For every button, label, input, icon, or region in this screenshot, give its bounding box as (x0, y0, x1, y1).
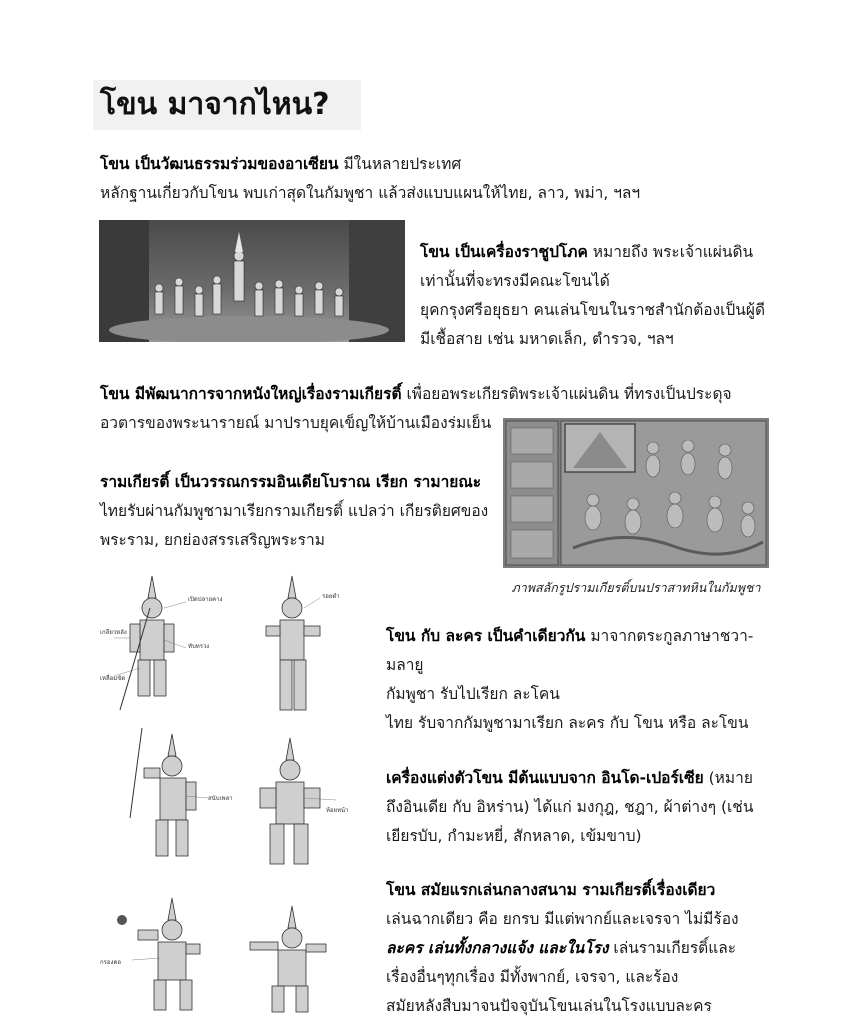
costume-line3: เยียรบับ, กำมะหยี่, สักหลาด, เข้มขาบ) (386, 827, 642, 845)
costume-label-8: กรองคอ (100, 959, 122, 966)
evolution-rest: เพื่อยอพระเกียรติพระเจ้าแผ่นดิน ที่ทรงเป็นประดุจ (401, 385, 732, 403)
royal-bold: โขน เป็นเครื่องราชูปโภค (420, 243, 588, 261)
early-bold-italic: ละคร เล่นทั้งกลางแจ้ง และในโรง (386, 939, 609, 957)
costume-label-7: ห้อยหน้า (326, 807, 349, 814)
lakhon-paragraph (386, 622, 753, 738)
khon-performance-photo (99, 220, 405, 342)
intro-bold: โขน เป็นวัฒนธรรมร่วมของอาเซียน (100, 155, 339, 173)
page-title: โขน มาจากไหน? (93, 80, 361, 130)
costume-rest: (หมาย (703, 769, 753, 787)
lakhon-rest: มาจากตระกูลภาษาชวา- (585, 627, 754, 645)
royal-line3: ยุคกรุงศรีอยุธยา คนเล่นโขนในราชสำนักต้องเป็นผู้ดี (420, 301, 766, 319)
costume-bold: เครื่องแต่งตัวโขน มีต้นแบบจาก อินโด-เปอร์เซีย (386, 769, 704, 787)
intro-rest: มีในหลายประเทศ (338, 155, 462, 173)
ramakien-line2: ไทยรับผ่านกัมพูชามาเรียกรามเกียรติ์ แปลว่า เกียรติยศของ (100, 502, 489, 520)
lakhon-line3: กัมพูชา รับไปเรียก ละโคน (386, 685, 560, 703)
ramakien-bold: รามเกียรติ์ เป็นวรรณกรรมอินเดียโบราณ เรียก รามายณะ (100, 473, 482, 491)
costume-label-2: เกลียวหลัง (100, 629, 127, 636)
costume-label-1: เปิดปลายคาง (188, 596, 223, 603)
early-line2: เล่นฉากเดียว คือ ยกรบ มีแต่พากย์และเจรจา ไม่มีร้อง (386, 910, 739, 928)
costume-paragraph (386, 764, 753, 851)
early-bold: โขน สมัยแรกเล่นกลางสนาม รามเกียรติ์เรื่องเดียว (386, 881, 716, 899)
ramakien-line3: พระราม, ยกย่องสรรเสริญพระราม (100, 531, 325, 549)
royal-paragraph (420, 238, 765, 354)
costume-line2: ถึงอินเดีย กับ อิหร่าน) ได้แก่ มงกุฎ, ชฎา, ผ้าต่างๆ (เช่น (386, 798, 754, 816)
relief-carving-photo (503, 418, 769, 568)
intro-paragraph (100, 150, 640, 208)
royal-rest: หมายถึง พระเจ้าแผ่นดิน (587, 243, 754, 261)
evolution-line2: อวตารของพระนารายณ์ มาปราบยุคเข็ญให้บ้านเมืองร่มเย็น (100, 414, 492, 432)
lakhon-bold: โขน กับ ละคร เป็นคำเดียวกัน (386, 627, 586, 645)
ramakien-paragraph (100, 468, 488, 555)
evolution-bold: โขน มีพัฒนาการจากหนังใหญ่เรื่องรามเกียรติ์ (100, 385, 402, 403)
costume-label-4: เหลื่อมขัด (100, 675, 126, 682)
lakhon-line2: มลายู (386, 656, 424, 674)
intro-line2: หลักฐานเกี่ยวกับโขน พบเก่าสุดในกัมพูชา แล้วส่งแบบแผนให้ไทย, ลาว, พม่า, ฯลฯ (100, 184, 641, 202)
royal-line4: มีเชื้อสาย เช่น มหาดเล็ก, ตำรวจ, ฯลฯ (420, 330, 674, 348)
costume-label-5: รอยดำ (322, 593, 340, 600)
costume-label-6: สนับเพลา (208, 795, 233, 802)
royal-line2: เท่านั้นที่จะทรงมีคณะโขนได้ (420, 272, 610, 290)
lakhon-line4: ไทย รับจากกัมพูชามาเรียก ละคร กับ โขน หรือ ละโขน (386, 714, 749, 732)
early-line5: สมัยหลังสืบมาจนปัจจุบันโขนเล่นในโรงแบบละคร (386, 997, 712, 1015)
early-line3-rest: เล่นรามเกียรติ์และ (608, 939, 737, 957)
costume-label-3: ทับทรวง (188, 643, 210, 650)
relief-caption: ภาพสลักรูปรามเกียรติ์บนปราสาทหินในกัมพูชา (511, 580, 761, 595)
early-paragraph (386, 876, 739, 1021)
khon-costume-illustration (100, 568, 368, 1016)
early-line4: เรื่องอื่นๆทุกเรื่อง มีทั้งพากย์, เจรจา, และร้อง (386, 968, 679, 986)
